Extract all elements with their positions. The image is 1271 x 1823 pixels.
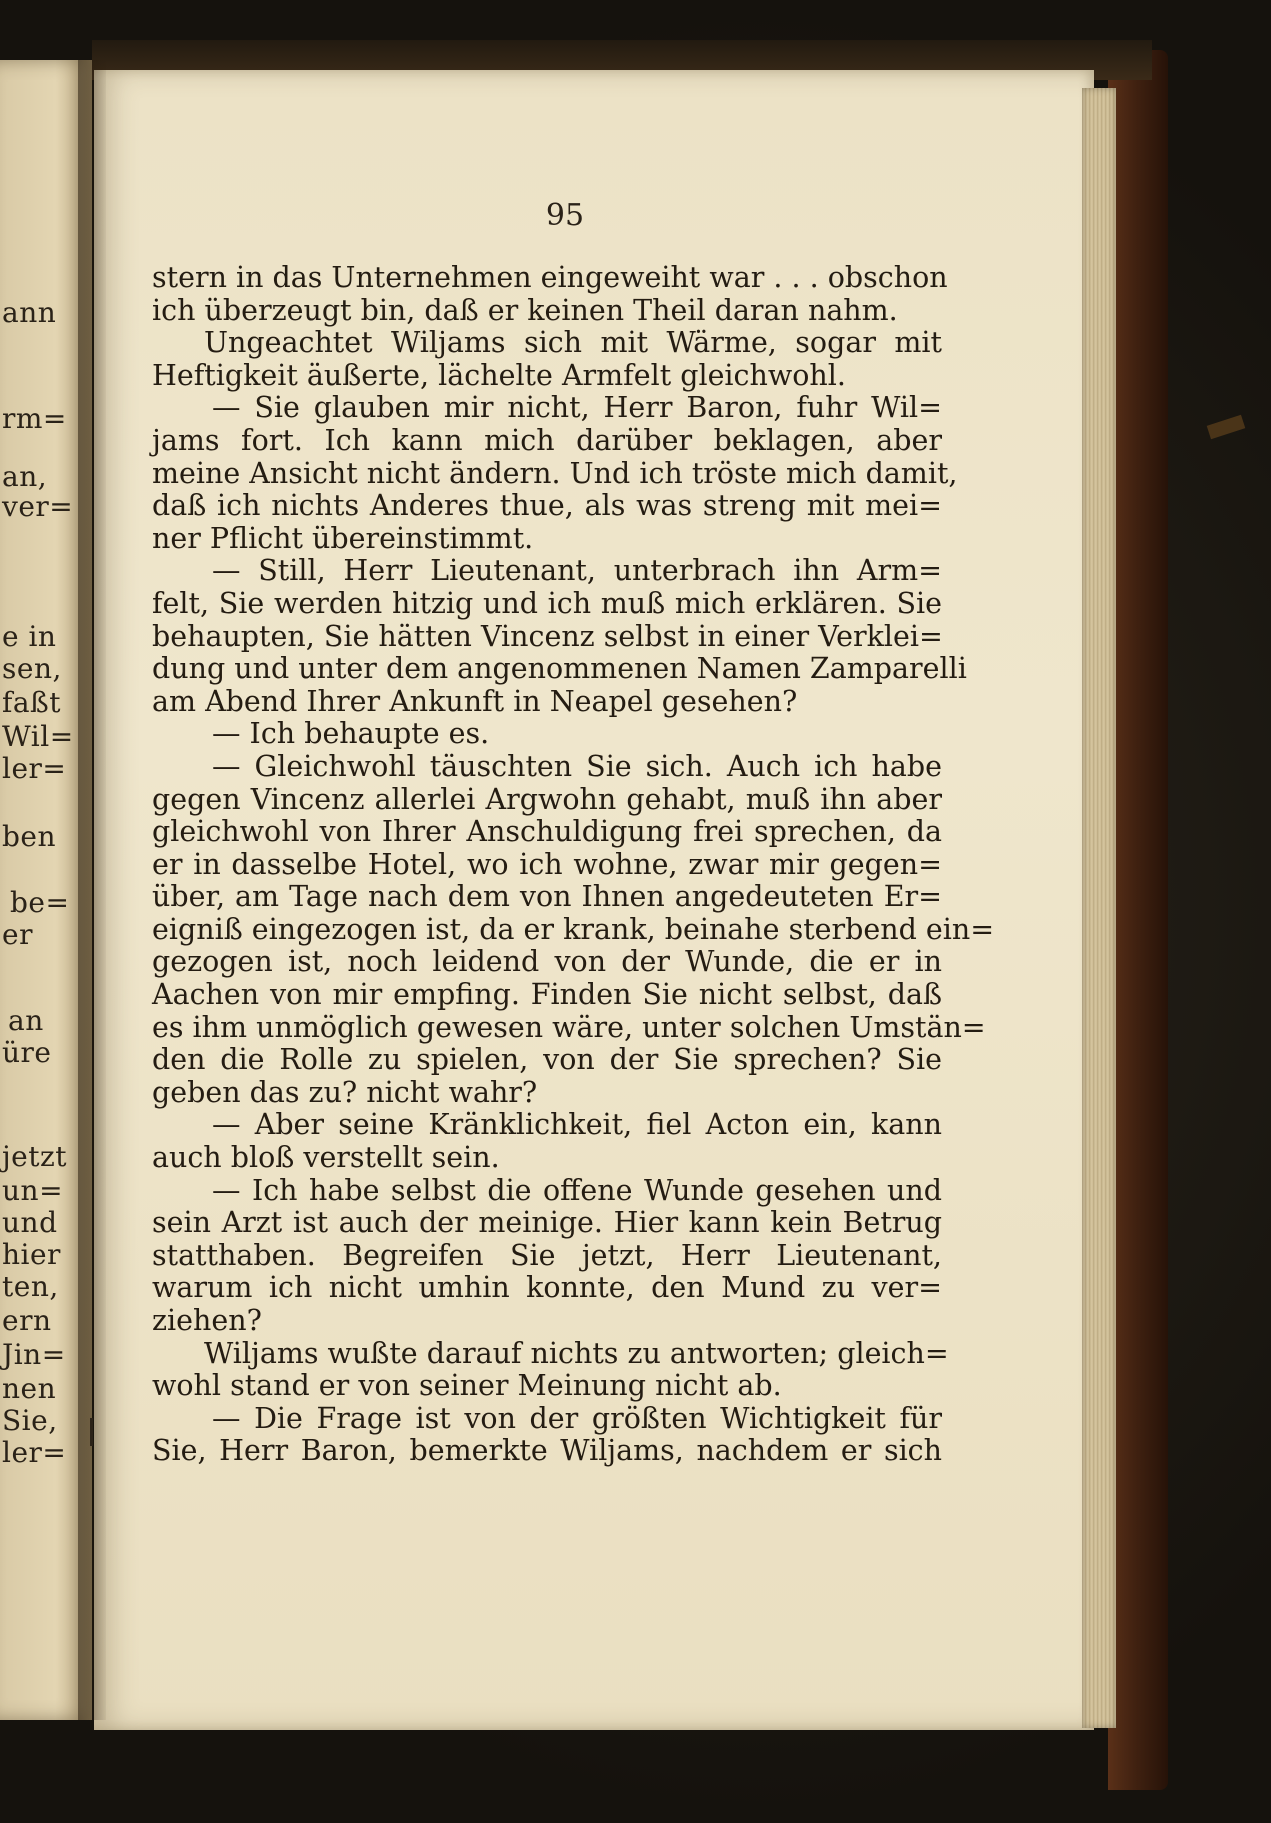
text-line: — Ich behaupte es. — [212, 717, 490, 751]
left-fragment: jetzt — [2, 1140, 68, 1173]
text-line: es ihm unmöglich gewesen wäre, unter solchen Umstän= — [152, 1010, 986, 1044]
text-line: — Ich habe selbst die offene Wunde gesehen und — [212, 1173, 942, 1207]
text-line: — Aber seine Kränklichkeit, fiel Acton ein, kann — [212, 1108, 942, 1142]
text-line: geben das zu? nicht wahr? — [152, 1075, 538, 1109]
text-line: eigniß eingezogen ist, da er krank, beinahe sterbend ein= — [152, 912, 995, 946]
left-fragment: ler= — [2, 752, 67, 785]
left-fragment: hier — [2, 1238, 61, 1271]
text-line: Sie, Herr Baron, bemerkte Wiljams, nachdem er sich — [152, 1434, 942, 1468]
text-line: ich überzeugt bin, daß er keinen Theil daran nahm. — [152, 293, 898, 327]
page-edges — [1082, 88, 1116, 1728]
text-line: gleichwohl von Ihrer Anschuldigung frei sprechen, da — [152, 815, 942, 849]
body-text — [152, 261, 995, 1468]
text-line: warum ich nicht umhin konnte, den Mund zu ver= — [152, 1271, 942, 1305]
left-fragment: Sie, — [2, 1404, 58, 1437]
text-line: auch bloß verstellt sein. — [152, 1141, 500, 1175]
text-line: — Still, Herr Lieutenant, unterbrach ihn Arm= — [212, 554, 942, 588]
text-line: sein Arzt ist auch der meinige. Hier kann kein Betrug — [152, 1206, 942, 1240]
text-line: ner Pflicht übereinstimmt. — [152, 521, 534, 555]
left-fragment: ern — [2, 1304, 52, 1337]
text-line: er in dasselbe Hotel, wo ich wohne, zwar mir gegen= — [152, 847, 942, 881]
text-line: Heftigkeit äußerte, lächelte Armfelt gleichwohl. — [152, 358, 846, 392]
text-line: am Abend Ihrer Ankunft in Neapel gesehen? — [152, 684, 798, 718]
left-fragment: ann — [2, 296, 57, 329]
text-line: den die Rolle zu spielen, von der Sie sprechen? Sie — [152, 1043, 942, 1077]
text-line: statthaben. Begreifen Sie jetzt, Herr Lieutenant, — [152, 1238, 942, 1272]
gutter-shadow — [78, 60, 106, 1720]
left-fragment: er — [2, 918, 33, 951]
left-fragment: un= — [2, 1174, 64, 1207]
text-line: — Die Frage ist von der größten Wichtigkeit für — [212, 1401, 942, 1435]
left-fragment: an, — [2, 460, 48, 493]
text-line: behaupten, Sie hätten Vincenz selbst in einer Verklei= — [152, 619, 943, 653]
left-fragment: be= — [10, 886, 70, 919]
left-fragment: Wil= — [2, 720, 74, 753]
text-line: wohl stand er von seiner Meinung nicht ab. — [152, 1369, 782, 1403]
left-fragment: faßt — [2, 686, 62, 719]
left-fragment: üre — [2, 1036, 52, 1069]
text-line: gegen Vincenz allerlei Argwohn gehabt, muß ihn aber — [152, 782, 942, 816]
text-line: stern in das Unternehmen eingeweiht war . . . obschon — [152, 261, 948, 294]
text-line: ziehen? — [152, 1304, 262, 1337]
book-cover — [1108, 50, 1168, 1790]
text-line: Aachen von mir empfing. Finden Sie nicht selbst, daß — [152, 978, 942, 1012]
text-line: jams fort. Ich kann mich darüber beklagen, aber — [152, 423, 942, 457]
left-fragment: e in — [2, 620, 57, 653]
text-line: Wiljams wußte darauf nichts zu antworten; gleich= — [204, 1336, 949, 1370]
left-fragment: rm= — [2, 402, 67, 435]
text-line: — Sie glauben mir nicht, Herr Baron, fuhr Wil= — [212, 391, 942, 425]
text-line: felt, Sie werden hitzig und ich muß mich erklären. Sie — [152, 586, 942, 620]
text-line: meine Ansicht nicht ändern. Und ich tröste mich damit, — [152, 456, 958, 490]
ink-stroke-mark — [90, 1418, 93, 1446]
text-line: gezogen ist, noch leidend von der Wunde, die er in — [152, 945, 942, 979]
left-fragment: ver= — [2, 490, 74, 523]
paper-fragment-mark — [1207, 415, 1246, 439]
page-number: 95 — [545, 198, 585, 233]
left-fragment: nen — [2, 1372, 57, 1405]
left-fragment: Jin= — [2, 1338, 66, 1371]
text-line: daß ich nichts Anderes thue, als was streng mit mei= — [152, 489, 942, 523]
text-line: über, am Tage nach dem von Ihnen angedeuteten Er= — [152, 880, 942, 914]
text-line: Ungeachtet Wiljams sich mit Wärme, sogar mit — [204, 326, 942, 360]
left-fragment: und — [2, 1206, 58, 1239]
left-fragment: ben — [2, 820, 57, 853]
text-line: — Gleichwohl täuschten Sie sich. Auch ich habe — [212, 749, 942, 783]
text-line: dung und unter dem angenommenen Namen Zamparelli — [152, 652, 967, 686]
left-fragment: ten, — [2, 1270, 59, 1303]
left-fragment: an — [8, 1004, 44, 1037]
left-fragment: sen, — [2, 652, 62, 685]
left-fragment: ler= — [2, 1436, 67, 1469]
